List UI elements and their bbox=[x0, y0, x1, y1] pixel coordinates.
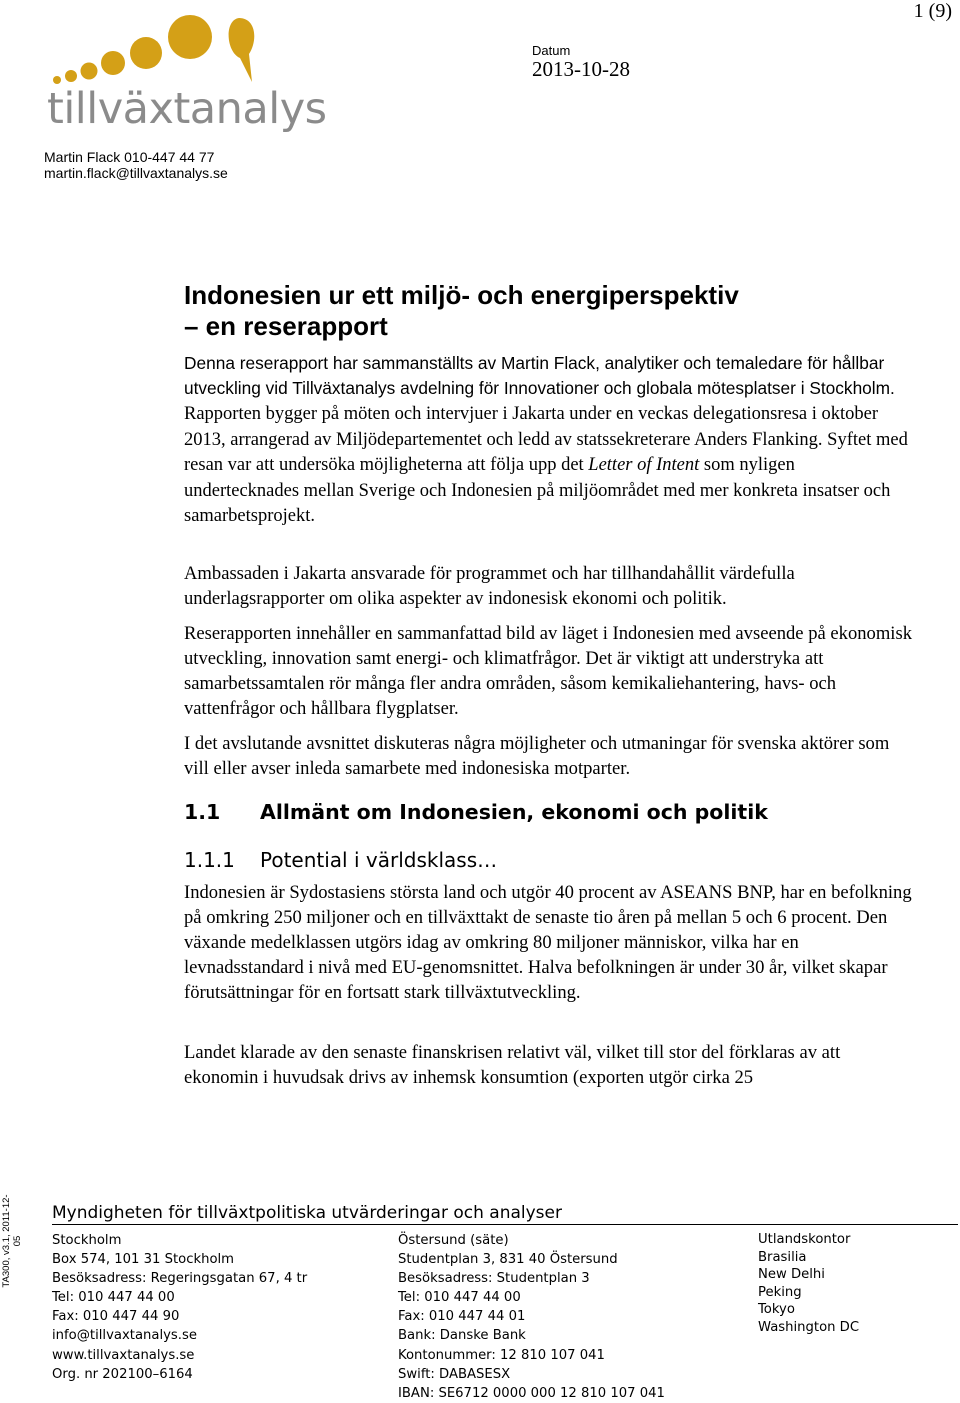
intro-serif-text-b: som nyligen undertecknades mellan Sverige och Indonesien på miljöområdet med mer konkreta insatser och samarbetsprojekt. bbox=[184, 455, 891, 526]
footer-line: Tel: 010 447 44 00 bbox=[398, 1290, 521, 1306]
footer-line: Fax: 010 447 44 01 bbox=[398, 1309, 526, 1325]
heading-number: 1.1 bbox=[184, 800, 221, 824]
subheading-number: 1.1.1 bbox=[184, 848, 235, 872]
footer-line: New Delhi bbox=[758, 1267, 825, 1283]
footer-line: Washington DC bbox=[758, 1319, 860, 1335]
footer-line: Östersund (säte) bbox=[398, 1233, 509, 1248]
date-value: 2013-10-28 bbox=[532, 57, 630, 81]
footer-line: Fax: 010 447 44 90 bbox=[52, 1309, 180, 1325]
footer-line: Studentplan 3, 831 40 Östersund bbox=[398, 1252, 618, 1268]
footer-line: Brasilia bbox=[758, 1249, 807, 1265]
footer-line: Besöksadress: Studentplan 3 bbox=[398, 1271, 590, 1287]
intro-sans-text: Denna reserapport har sammanställts av Martin Flack, analytiker och temaledare för hållbar utveckling vid Tillväxtanalys avdelning för Innovationer och globala mötesplatser i Stockholm. bbox=[184, 353, 895, 398]
footer-divider bbox=[52, 1224, 958, 1225]
page-number: 1 (9) bbox=[913, 0, 952, 22]
paragraph-avslut: I det avslutande avsnittet diskuteras några möjligheter och utmaningar för svenska aktörer som vill eller avser inleda samarbete med indonesiska motparter. bbox=[184, 733, 890, 779]
footer-line: Besöksadress: Regeringsgatan 67, 4 tr bbox=[52, 1271, 308, 1287]
footer-line: Box 574, 101 31 Stockholm bbox=[52, 1252, 235, 1268]
footer-stockholm-column bbox=[52, 1231, 307, 1384]
footer-line: Stockholm bbox=[52, 1233, 122, 1248]
footer-line: Peking bbox=[758, 1284, 802, 1300]
footer-line: Kontonummer: 12 810 107 041 bbox=[398, 1347, 605, 1363]
intro-italic-text: Letter of Intent bbox=[588, 455, 700, 475]
author-contact bbox=[44, 149, 228, 181]
title-line-1: Indonesien ur ett miljö- och energiperspektiv bbox=[184, 280, 739, 310]
footer-international-column bbox=[758, 1231, 859, 1337]
template-version-label: TA300, v3.1, 2011-12-05 bbox=[1, 1194, 23, 1288]
footer-line: Tokyo bbox=[758, 1302, 795, 1318]
paragraph-ambassad: Ambassaden i Jakarta ansvarade för programmet och har tillhandahållit värdefulla underlagsrapporter om olika aspekter av indonesisk ekonomi och politik. bbox=[184, 563, 795, 609]
footer-line: IBAN: SE6712 0000 000 12 810 107 041 bbox=[398, 1385, 665, 1401]
contact-name-phone: Martin Flack 010-447 44 77 bbox=[44, 149, 215, 165]
section-heading-1-1 bbox=[184, 800, 768, 824]
paragraph-potential: Indonesien är Sydostasiens största land och utgör 40 procent av ASEANS BNP, har en befolkning på omkring 250 miljoner och en tillväxttakt de senaste tio åren på mellan 5 och 6 procent. Den växande medelklassen utgörs idag av omkring 80 miljoner människor, vilka har en levnadsstandard i nivå med EU-genomsnittet. Halva befolkningen är under 30 år, vilket skapar förutsättningar för en fortsatt stark tillväxtutveckling. bbox=[184, 882, 912, 1003]
logo-wordmark: tillväxtanalys bbox=[47, 84, 327, 134]
document-title bbox=[184, 280, 739, 342]
section-heading-1-1-1 bbox=[184, 848, 497, 872]
footer-line: Tel: 010 447 44 00 bbox=[52, 1290, 175, 1306]
contact-email: martin.flack@tillvaxtanalys.se bbox=[44, 165, 228, 181]
footer-line: Bank: Danske Bank bbox=[398, 1328, 526, 1344]
subheading-text: Potential i världsklass… bbox=[260, 848, 498, 872]
footer-line: Utlandskontor bbox=[758, 1232, 851, 1247]
footer-line: Swift: DABASESX bbox=[398, 1366, 511, 1382]
footer-line: Org. nr 202100–6164 bbox=[52, 1366, 193, 1382]
footer-email: info@tillvaxtanalys.se bbox=[52, 1328, 197, 1344]
date-label: Datum bbox=[532, 43, 571, 58]
heading-text: Allmänt om Indonesien, ekonomi och politik bbox=[260, 800, 768, 824]
intro-serif-text-a: Rapporten bygger på möten och intervjuer i Jakarta under en veckas delegationsresa i oktober 2013, arrangerad av Miljödepartementet och ledd av statssekreterare Anders Flanking. Syftet med resan var att undersöka möjligheterna att följa upp det bbox=[184, 404, 908, 475]
title-line-2: – en reserapport bbox=[184, 311, 388, 341]
intro-paragraph bbox=[184, 351, 914, 529]
footer-website: www.tillvaxtanalys.se bbox=[52, 1347, 195, 1363]
paragraph-innehall: Reserapporten innehåller en sammanfattad bild av läget i Indonesien med avseende på ekonomisk utveckling, innovation samt energi- och klimatfrågor. Det är viktigt att understryka att samarbetssamtalen rör många fler andra områden, såsom kemikaliehantering, havs- och vattenfrågor och hållbara flygplatser. bbox=[184, 623, 913, 719]
paragraph-landet: Landet klarade av den senaste finanskrisen relativt väl, vilket till stor del förklaras av att ekonomin i huvudsak drivs av inhemsk konsumtion (exporten utgör cirka 25 bbox=[184, 1042, 841, 1088]
footer-ostersund-column bbox=[398, 1231, 665, 1403]
footer-title: Myndigheten för tillväxtpolitiska utvärderingar och analyser bbox=[52, 1203, 562, 1223]
